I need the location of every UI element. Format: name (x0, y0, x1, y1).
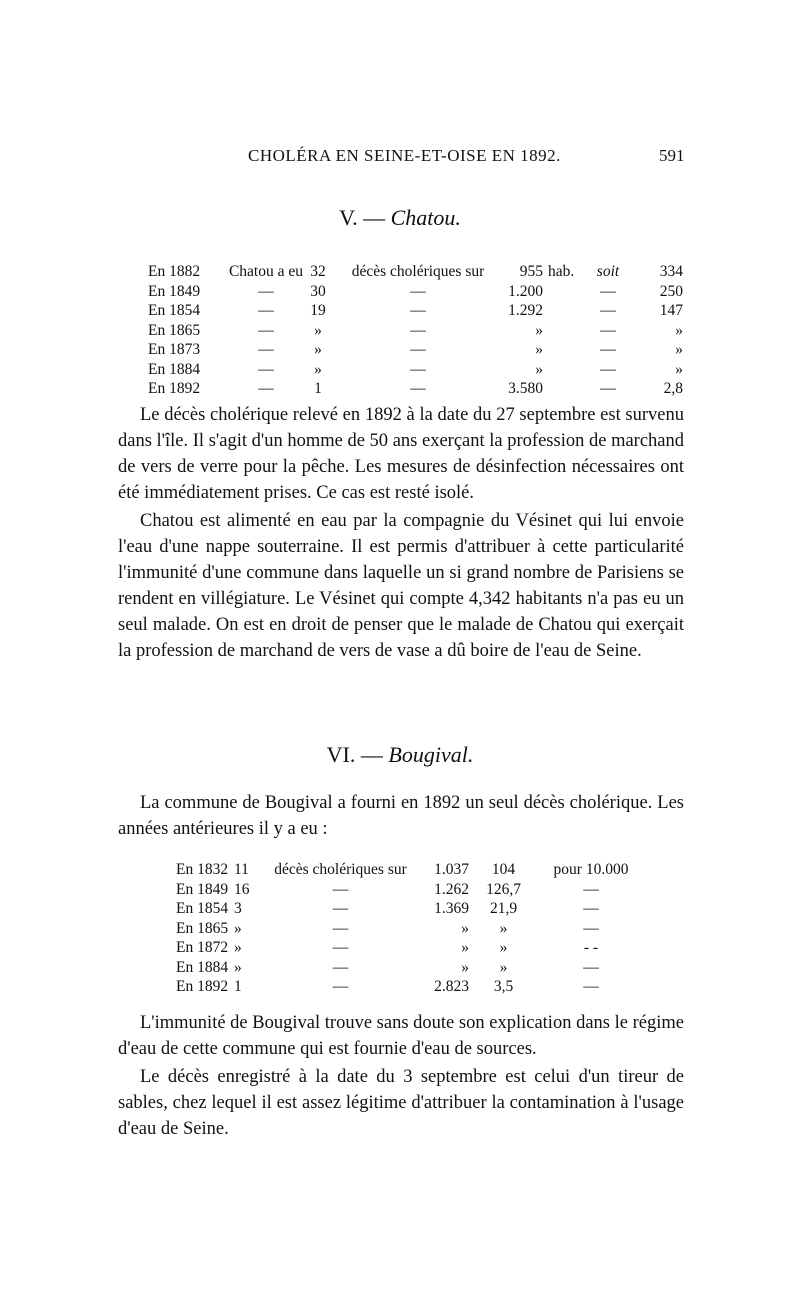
cell-label: décès cholériques sur (351, 263, 485, 280)
cell-rate: » (675, 360, 683, 378)
cell-year: En 1865 (176, 919, 229, 937)
cell-soit: — (600, 282, 616, 300)
cell-rate: 104 (491, 861, 516, 878)
bougival-intro (118, 790, 684, 842)
cell-deaths: 3 (234, 900, 242, 917)
cell-soit: — (600, 341, 616, 358)
cell-pop: 1.037 (434, 861, 469, 878)
paragraph: Chatou est alimenté en eau par la compagnie du Vésinet qui lui envoie l'eau d'une nappe souterraine. Il est permis d'attribuer à cette particularité l'immunité d'une commune dans laquelle un si grand nombre de Parisiens se rendent en villégiature. Le Vésinet qui compte 4,342 habitants n'a pas eu un seul malade. On est en droit de penser que le malade de Chatou qui exerçait la profession de marchand de vers de vase a dû boire de l'eau de Seine. (118, 511, 684, 661)
cell-year: En 1882 (148, 263, 201, 280)
cell-deaths: 30 (310, 282, 326, 300)
paragraph: L'immunité de Bougival trouve sans doute son explication dans le régime d'eau de cette commune qui est fournie d'eau de sources. (118, 1013, 684, 1059)
table-row (176, 899, 646, 919)
cell-label: — (410, 282, 426, 300)
cell-deaths: » (314, 341, 322, 358)
cell-label: — (410, 302, 426, 319)
cell-rate: 3,5 (493, 978, 514, 995)
cell-year: En 1854 (148, 302, 201, 319)
cell-pop: 3.580 (508, 380, 543, 397)
cell-deaths: 19 (310, 302, 326, 319)
paragraph: Le décès cholérique relevé en 1892 à la date du 27 septembre est survenu dans l'île. Il s'agit d'un homme de 50 ans exerçant la profession de marchand de vers de verre pour la pêche. Les mesures de désinfection nécessaires ont été immédiatement prises. Ce cas est resté isolé. (118, 405, 684, 503)
cell-rate: 126,7 (486, 880, 521, 898)
table-row (176, 880, 646, 900)
cell-pop: » (461, 939, 469, 956)
cell-year: En 1849 (176, 880, 229, 898)
cell-label: — (332, 958, 349, 976)
cell-year: En 1854 (176, 900, 229, 917)
cell-pour: — (583, 880, 599, 898)
table-row (148, 340, 688, 360)
table-row (176, 958, 646, 978)
cell-deaths: » (234, 939, 242, 956)
cell-pop: 1.200 (508, 282, 543, 300)
cell-pour: pour 10.000 (553, 861, 629, 878)
cell-year: En 1884 (148, 360, 201, 378)
cell-pop: » (535, 360, 543, 378)
cell-text: — (258, 380, 274, 397)
cell-label: décès cholériques sur (274, 861, 407, 878)
section-name: Chatou. (390, 205, 461, 230)
cell-soit: — (600, 360, 616, 378)
cell-pop: 1.262 (434, 880, 469, 898)
cell-rate: 2,8 (663, 380, 683, 397)
section-title-chatou (0, 205, 800, 231)
cell-rate: » (675, 341, 683, 358)
cell-deaths: » (234, 919, 242, 937)
cell-pop: » (461, 919, 469, 937)
cell-label: — (332, 939, 349, 956)
cell-text: — (258, 302, 274, 319)
cell-rate: 250 (659, 282, 683, 300)
table-row (148, 262, 688, 282)
chatou-table (148, 262, 688, 399)
cell-soit: — (600, 302, 616, 319)
cell-rate: » (499, 919, 508, 937)
cell-deaths: » (314, 360, 322, 378)
table-row (176, 919, 646, 939)
table-row (148, 301, 688, 321)
table-row (176, 938, 646, 958)
cell-label: — (410, 380, 426, 397)
cell-year: En 1892 (176, 978, 229, 995)
cell-label: — (332, 978, 349, 995)
running-header: CHOLÉRA EN SEINE-ET-OISE EN 1892. (248, 146, 561, 165)
section-number: V. — (339, 205, 391, 230)
cell-pour: — (583, 978, 599, 995)
table-row (148, 282, 688, 302)
cell-deaths: 16 (234, 880, 250, 898)
cell-rate: 334 (659, 263, 683, 280)
cell-year: En 1884 (176, 958, 229, 976)
chatou-text (118, 402, 684, 664)
paragraph: Le décès enregistré à la date du 3 septembre est celui d'un tireur de sables, chez lequel il est assez légitime d'attribuer la contamination à l'usage d'eau de Seine. (118, 1067, 684, 1139)
cell-deaths: » (314, 321, 322, 339)
cell-label: — (332, 880, 349, 898)
cell-pour: - - (583, 939, 599, 956)
cell-text: — (258, 341, 274, 358)
cell-deaths: 11 (234, 861, 249, 878)
cell-label: — (332, 900, 349, 917)
section-name: Bougival. (388, 742, 474, 767)
cell-hab: hab. (548, 263, 575, 280)
cell-text: — (258, 282, 274, 300)
cell-label: — (410, 360, 426, 378)
section-title-bougival (0, 742, 800, 768)
cell-pop: » (535, 341, 543, 358)
table-row (148, 360, 688, 380)
bougival-text (118, 1010, 684, 1142)
cell-rate: » (675, 321, 683, 339)
cell-label: — (410, 341, 426, 358)
table-row (176, 977, 646, 997)
cell-rate: » (499, 958, 508, 976)
cell-pour: — (583, 900, 599, 917)
cell-deaths: 1 (234, 978, 242, 995)
cell-soit: soit (596, 263, 620, 280)
cell-deaths: 32 (310, 263, 326, 280)
table-row (148, 379, 688, 399)
cell-deaths: » (234, 958, 242, 976)
cell-year: En 1849 (148, 282, 201, 300)
cell-rate: 147 (659, 302, 683, 319)
cell-pop: 2.823 (434, 978, 469, 995)
cell-text: — (258, 321, 274, 339)
cell-label: — (332, 919, 349, 937)
cell-rate: 21,9 (489, 900, 518, 917)
cell-soit: — (600, 321, 616, 339)
table-row (176, 860, 646, 880)
table-row (148, 321, 688, 341)
section-number: VI. — (326, 742, 389, 767)
cell-year: En 1865 (148, 321, 201, 339)
cell-pop: » (461, 958, 469, 976)
cell-pour: — (583, 958, 599, 976)
cell-pop: 955 (519, 263, 543, 280)
cell-soit: — (600, 380, 616, 397)
cell-rate: » (499, 939, 508, 956)
cell-text: Chatou a eu (228, 263, 304, 280)
paragraph: La commune de Bougival a fourni en 1892 un seul décès cholérique. Les années antérieures il y a eu : (118, 793, 684, 839)
cell-year: En 1873 (148, 341, 201, 358)
cell-pop: » (535, 321, 543, 339)
cell-pop: 1.292 (508, 302, 543, 319)
bougival-table (176, 860, 646, 997)
cell-text: — (258, 360, 274, 378)
cell-deaths: 1 (314, 380, 322, 397)
cell-year: En 1832 (176, 861, 229, 878)
cell-pop: 1.369 (434, 900, 469, 917)
cell-year: En 1872 (176, 939, 229, 956)
cell-label: — (410, 321, 426, 339)
cell-year: En 1892 (148, 380, 201, 397)
page-number: 591 (659, 146, 685, 165)
cell-pour: — (583, 919, 599, 937)
